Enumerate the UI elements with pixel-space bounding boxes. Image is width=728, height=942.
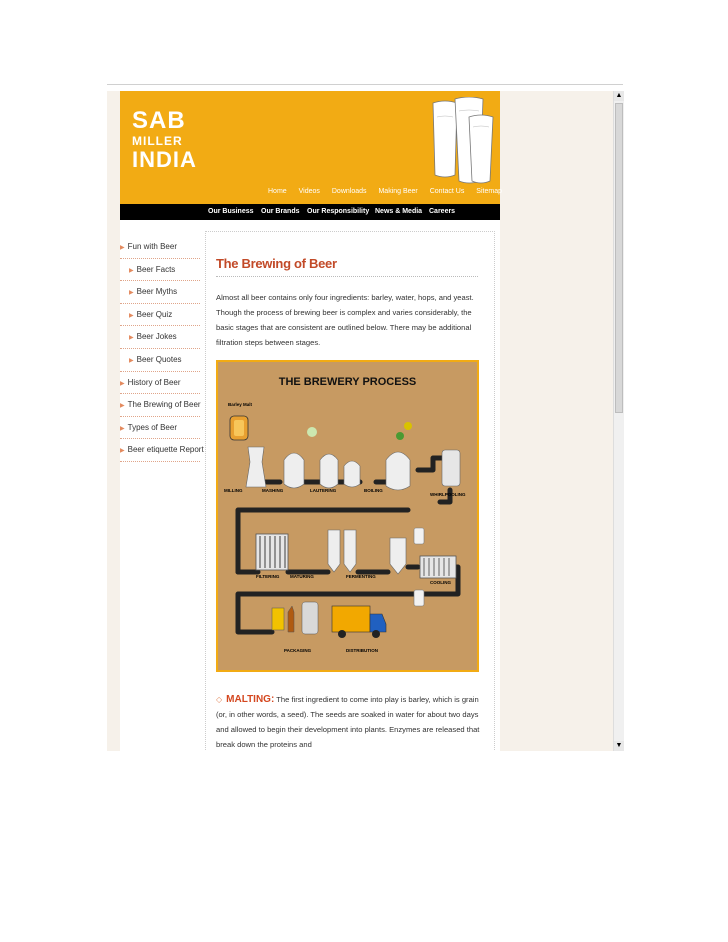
label-distribution: DISTRIBUTION <box>346 648 378 653</box>
arrow-right-icon: ▶ <box>129 290 134 297</box>
brewery-process-diagram <box>216 360 479 672</box>
diagram-title: THE BREWERY PROCESS <box>278 376 417 388</box>
sidebar-item-label: History of Beer <box>127 377 181 387</box>
arrow-right-icon: ▶ <box>129 312 134 319</box>
label-whirlpooling: WHIRLPOOLING <box>430 492 466 497</box>
nav-contact-us-link[interactable]: Contact Us <box>429 188 465 195</box>
malting-paragraph <box>216 692 484 751</box>
label-boiling: BOILING <box>364 488 383 493</box>
sidebar-item-label: Beer Jokes <box>136 332 177 342</box>
diamond-bullet-icon: ◇ <box>216 695 223 704</box>
nav-our-responsibility[interactable]: Our Responsibility <box>307 208 370 215</box>
scrollbar-thumb[interactable] <box>615 103 623 413</box>
sidebar-menu <box>120 236 204 462</box>
arrow-right-icon: ▶ <box>120 380 125 387</box>
nav-home-link[interactable]: Home <box>268 188 287 195</box>
arrow-right-icon: ▶ <box>129 335 134 342</box>
logo-line-2: MILLER <box>132 134 183 148</box>
scroll-up-arrow-icon[interactable]: ▲ <box>615 92 623 99</box>
sidebar-item-label: Beer Quiz <box>136 309 173 319</box>
sidebar-item-types-of-beer[interactable] <box>120 417 200 440</box>
title-divider <box>216 276 478 277</box>
sidebar-item-brewing-of-beer[interactable] <box>120 394 200 417</box>
logo-line-3: INDIA <box>132 147 197 172</box>
top-nav <box>268 188 512 195</box>
arrow-right-icon: ▶ <box>129 357 134 364</box>
arrow-right-icon: ▶ <box>120 425 125 432</box>
page-title: The Brewing of Beer <box>216 256 337 271</box>
sidebar-item-beer-jokes[interactable] <box>120 326 200 349</box>
label-packaging: PACKAGING <box>284 648 312 653</box>
sidebar-item-label: Types of Beer <box>127 422 177 432</box>
sidebar-item-beer-facts[interactable] <box>120 259 200 282</box>
sabmiller-logo[interactable] <box>132 109 197 171</box>
arrow-right-icon: ▶ <box>120 448 125 455</box>
label-filtering: FILTERING <box>256 574 280 579</box>
site-header <box>120 91 500 204</box>
process-illustration <box>218 362 477 670</box>
label-lautering: LAUTERING <box>310 488 337 493</box>
nav-making-beer-link[interactable]: Making Beer <box>378 188 418 195</box>
nav-news-media[interactable]: News & Media <box>375 208 423 215</box>
sidebar-item-fun-with-beer[interactable] <box>120 236 200 259</box>
sidebar-item-label: Beer Facts <box>136 264 176 274</box>
main-article <box>205 231 495 751</box>
logo-line-1: SAB <box>132 107 186 134</box>
sidebar-item-beer-myths[interactable] <box>120 281 200 304</box>
beer-glasses-illustration <box>425 97 497 187</box>
label-fermenting: FERMENTING <box>346 574 376 579</box>
label-barley-malt: Barley Malt <box>228 402 253 407</box>
arrow-right-icon: ▶ <box>129 267 134 274</box>
nav-careers[interactable]: Careers <box>429 208 456 215</box>
sidebar-item-beer-etiquette-report[interactable] <box>120 439 204 462</box>
nav-sitemap-link[interactable]: Sitemap <box>476 188 502 195</box>
malting-heading: MALTING: <box>226 694 275 705</box>
nav-downloads-link[interactable]: Downloads <box>331 188 367 195</box>
main-nav-bar <box>120 204 500 220</box>
scroll-down-arrow-icon[interactable]: ▼ <box>615 742 623 749</box>
nav-videos-link[interactable]: Videos <box>298 188 320 195</box>
sidebar-item-beer-quiz[interactable] <box>120 304 200 327</box>
arrow-right-icon: ▶ <box>120 403 125 410</box>
nav-our-business[interactable]: Our Business <box>208 208 254 215</box>
content-area <box>120 91 500 751</box>
web-page <box>107 91 613 751</box>
sidebar-item-label: Beer etiquette Report <box>127 445 204 455</box>
nav-our-brands[interactable]: Our Brands <box>261 208 300 215</box>
sidebar-item-label: Fun with Beer <box>127 242 177 251</box>
vertical-scrollbar[interactable] <box>613 91 624 751</box>
intro-paragraph: Almost all beer contains only four ingredients: barley, water, hops, and yeast. Though the process of brewing beer is complex and varies considerably, the basic stages that are consistent are outlined below. There may be additional filtration steps between stages. <box>216 293 474 347</box>
label-maturing: MATURING <box>290 574 314 579</box>
label-milling: MILLING <box>224 488 243 493</box>
sidebar-item-label: Beer Myths <box>136 287 178 297</box>
sidebar-item-label: Beer Quotes <box>136 354 182 364</box>
malting-text: The first ingredient to come into play is barley, which is grain (or, in other words, a seed). The seeds are soaked in water for about two days and allowed to begin their development into plants. Enzymes are released that break down the proteins and <box>216 695 480 749</box>
arrow-right-icon: ▶ <box>120 245 125 251</box>
sidebar-item-beer-quotes[interactable] <box>120 349 200 372</box>
sidebar-item-label: The Brewing of Beer <box>127 400 201 410</box>
label-mashing: MASHING <box>262 488 284 493</box>
sidebar-item-history-of-beer[interactable] <box>120 372 200 395</box>
label-cooling: COOLING <box>430 580 451 585</box>
browser-viewport <box>107 84 623 751</box>
